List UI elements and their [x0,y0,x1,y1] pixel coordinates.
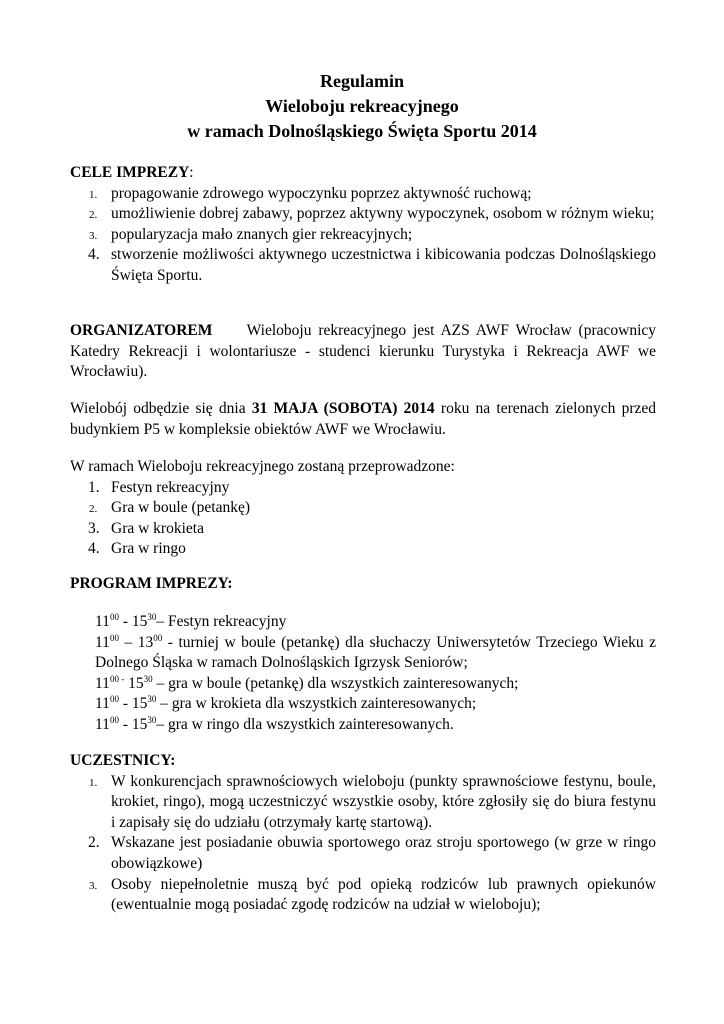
title-line-2: Wieloboju rekreacyjnego [265,96,459,116]
list-number: 3. [89,229,98,242]
end-hour: 13 [137,633,154,651]
section-program-heading [70,574,656,595]
end-minutes: 30 [143,673,153,684]
end-minutes: 30 [147,612,157,622]
event-date: 31 MAJA (SOBOTA) 2014 [251,400,435,417]
document-title [0,69,724,144]
list-text: W konkurencjach sprawnościowych wieloboju (punkty sprawnościowe festynu, boule, krokiet, ringo), mogą uczestniczyć wszystkie osoby, które zgłosiły się do biura festynu i zapisały się do udziału (otrzymały kartę startową). [111,772,656,831]
list-item [70,184,656,205]
start-minutes: 00 [109,714,119,725]
end-minutes: 00 [153,632,163,643]
list-number: 2. [88,834,100,852]
schedule-row [95,694,656,715]
scope-list [70,478,656,560]
goals-heading: CELE IMPREZY [70,164,190,181]
list-item [70,875,656,916]
schedule-row [95,715,656,736]
schedule-text: – gra w krokieta dla wszystkich zainteresowanych; [156,695,477,713]
list-text: Gra w ringo [111,540,186,558]
start-minutes: 00 - [109,673,125,684]
schedule-row [95,674,656,695]
schedule-row [95,612,656,633]
title-line-3: w ramach Dolnośląskiego Święta Sportu 2014 [187,121,537,141]
time-separator: - [118,695,132,713]
list-text: umożliwienie dobrej zabawy, poprzez aktywny wypoczynek, osobom w różnym wieku; [111,205,655,223]
list-number: 2. [89,209,98,222]
list-item [70,225,656,246]
list-text: Gra w boule (petankę) [111,499,251,517]
list-number: 1. [89,776,98,789]
goals-heading-colon: : [189,164,194,181]
start-minutes: 00 [109,612,119,622]
list-text: propagowanie zdrowego wypoczynku poprzez aktywność ruchową; [111,184,532,202]
end-hour: 15 [128,674,144,692]
list-item [70,833,656,874]
date-after: roku na terenach zielonych przed budynkiem P5 w kompleksie obiektów AWF we Wrocławiu. [70,400,656,438]
goals-list [70,184,656,287]
organizer-lead: ORGANIZATOREM [70,322,213,339]
list-item [70,539,656,560]
section-scope [70,457,656,560]
end-hour: 15 [131,613,148,630]
scope-intro: W ramach Wieloboju rekreacyjnego zostaną przeprowadzone: [70,458,455,475]
list-text: popularyzacja mało znanych gier rekreacyjnych; [111,225,413,243]
list-text: Osoby niepełnoletnie muszą być pod opieką rodziców lub prawnych opiekunów (ewentualnie mogą posiadać zgodę rodziców na udział w wieloboju); [111,875,656,914]
end-minutes: 30 [147,694,157,705]
section-goals [70,163,656,287]
list-item [70,245,656,286]
schedule-text: – gra w boule (petankę) dla wszystkich zainteresowanych; [152,674,519,692]
start-hour: 11 [95,633,110,651]
list-number: 1. [89,188,98,201]
list-number: 3. [89,879,98,892]
time-separator: – [118,633,138,651]
title-line-1: Regulamin [319,71,404,91]
list-item [70,519,656,540]
end-hour: 15 [131,695,148,713]
list-number: 4. [88,540,100,558]
participants-heading: UCZESTNICY: [70,752,176,769]
list-item [70,204,656,225]
list-number: 1. [88,478,100,496]
participants-list [70,772,656,916]
list-text: stworzenie możliwości aktywnego uczestnictwa i kibicowania podczas Dolnośląskiego Święta Sportu. [111,246,656,284]
organizer-text: Wieloboju rekreacyjnego jest AZS AWF Wrocław (pracownicy Katedry Rekreacji i wolontariusze - studenci kierunku Turystyka i Rekreacja AWF we Wrocławiu). [70,322,657,381]
start-minutes: 00 [109,694,119,705]
start-hour: 11 [95,695,110,713]
program-schedule [95,612,656,736]
schedule-text: - turniej w boule (petankę) dla słuchaczy Uniwersytetów Trzeciego Wieku z Dolnego Śląska w ramach Dolnośląskich Igrzysk Seniorów; [95,633,656,672]
schedule-text: – Festyn rekreacyjny [156,613,287,630]
section-organizer [70,321,656,383]
section-date [70,399,656,440]
schedule-text: – gra w ringo dla wszystkich zainteresowanych. [156,715,454,733]
program-heading: PROGRAM IMPREZY: [70,575,233,592]
start-minutes: 00 [109,632,119,643]
start-hour: 11 [95,674,110,692]
list-item [70,498,656,519]
schedule-row [95,633,656,674]
time-separator: - [118,715,132,733]
list-number: 3. [88,519,100,537]
end-minutes: 30 [147,714,157,725]
section-participants [70,751,656,916]
time-separator: - [118,613,132,630]
end-hour: 15 [131,715,148,733]
list-text: Gra w krokieta [111,519,204,537]
list-item [70,478,656,499]
date-before: Wielobój odbędzie się dnia [70,400,246,417]
goals-heading-row [70,163,656,184]
list-number: 4. [88,246,100,264]
start-hour: 11 [95,715,110,733]
list-item [70,772,656,834]
list-text: Festyn rekreacyjny [111,478,230,496]
list-number: 2. [89,503,98,516]
start-hour: 11 [95,613,110,630]
list-text: Wskazane jest posiadanie obuwia sportowego oraz stroju sportowego (w grze w ringo obowiązkowe) [111,834,656,872]
